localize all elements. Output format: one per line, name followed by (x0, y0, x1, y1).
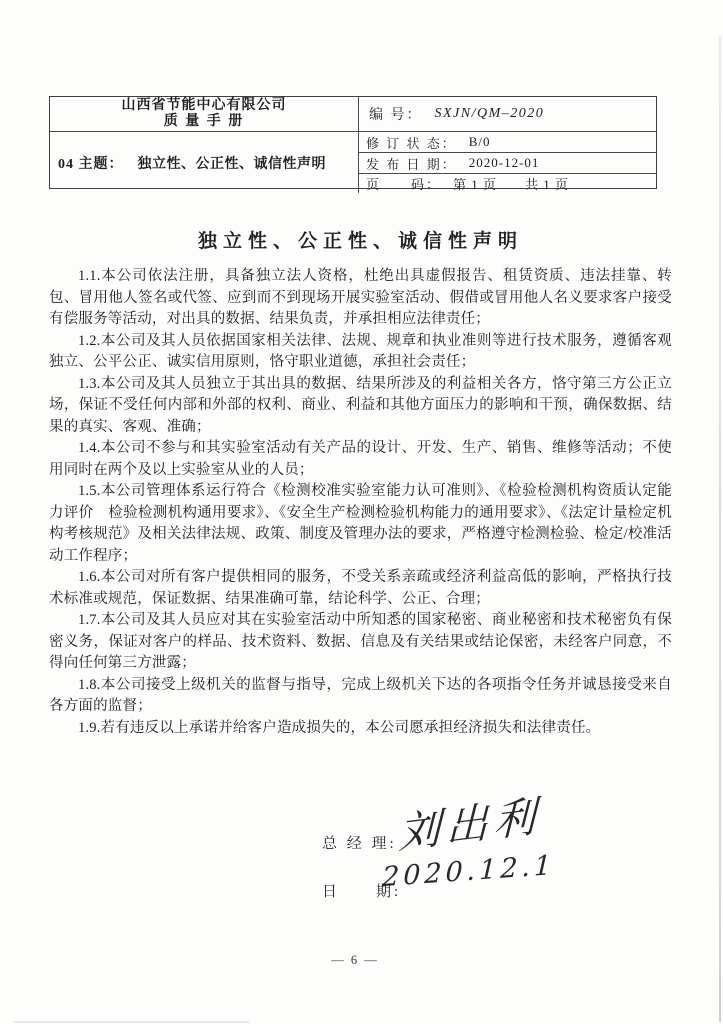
general-manager-signature: 刘出利 (398, 791, 542, 859)
issue-date-label: 发 布 日 期： (366, 156, 457, 172)
declaration-paragraph-6: 1.6.本公司对所有客户提供相同的服务，不受关系亲疏或经济利益高低的影响，严格执行技术标准或规范，保证数据、结果准确可靠，结论科学、公正、合理； (49, 569, 672, 607)
page-scan-edge-bottom (14, 1021, 249, 1023)
subject-cell (50, 132, 359, 193)
document-title: 独立性、公正性、诚信性声明 (197, 231, 523, 252)
revision-status-value: B/0 (468, 134, 491, 149)
revision-status-cell (359, 132, 656, 153)
issue-date-cell (359, 153, 656, 174)
page-number-label: 页 码： (366, 177, 442, 192)
revision-status-label: 修 订 状 态： (366, 135, 457, 151)
signature-date-value: 2020.12.1 (381, 849, 556, 894)
general-manager-label: 总 经 理: (322, 836, 397, 852)
declaration-paragraph-3: 1.3.本公司及其人员独立于其出具的数据、结果所涉及的利益相关各方，恪守第三方公正立场，保证不受任何内部和外部的权利、商业、利益和其他方面压力的影响和干预，确保数据、结果的真实、客观、准确； (49, 375, 672, 435)
page-scan-edge-right (719, 36, 721, 1022)
declaration-body (49, 226, 672, 739)
doc-number-value: SXJN/QM–2020 (434, 106, 545, 121)
declaration-paragraph-1: 1.1.本公司依法注册，具备独立法人资格，杜绝出具虚假报告、租赁资质、违法挂靠、转包、冒用他人签名或代签、应到而不到现场开展实验室活动、假借或冒用他人名义要求客户接受有偿服务等活动，对出具的数据、结果负责，并承担相应法律责任； (49, 268, 672, 327)
page-number-value: 第 1 页 共 1 页 (453, 177, 570, 192)
issue-date-value: 2020-12-01 (468, 155, 540, 170)
declaration-paragraph-9: 1.9.若有违反以上承诺并给客户造成损失的，本公司愿承担经济损失和法律责任。 (78, 719, 601, 736)
signature-date-label: 日 期: (322, 884, 402, 900)
page-number-cell (359, 174, 656, 193)
declaration-paragraph-8: 1.8.本公司接受上级机关的监督与指导，完成上级机关下达的各项指令任务并诚恳接受来自各方面的监督； (49, 676, 672, 714)
declaration-paragraph-5: 1.5.本公司管理体系运行符合《检测校准实验室能力认可准则》、《检验检测机构资质认定能力评价 检验检测机构通用要求》、《安全生产检测检验机构能力的通用要求》、《法定计量检定机构考核规范》及相关法律法规、政策、制度及管理办法的要求，严格遵守检测检验、检定/校准活动工作程序； (49, 483, 672, 564)
footer-page-number: — 6 — (331, 953, 379, 967)
manual-name: 质 量 手 册 (163, 114, 245, 129)
declaration-paragraph-2: 1.2.本公司及其人员依据国家相关法律、法规、规章和执业准则等进行技术服务，遵循客观独立、公平公正、诚实信用原则，恪守职业道德，承担社会责任； (49, 332, 672, 370)
company-name: 山西省节能中心有限公司 (121, 98, 287, 113)
doc-number-cell (359, 97, 656, 132)
declaration-paragraph-7: 1.7.本公司及其人员应对其在实验室活动中所知悉的国家秘密、商业秘密和技术秘密负有保密义务，保证对客户的样品、技术资料、数据、信息及有关结果或结论保密，未经客户同意，不得向任何第三方泄露； (49, 612, 672, 671)
document-header-table (49, 96, 657, 192)
company-title-cell (50, 97, 359, 132)
subject-label: 04 主题： (58, 156, 124, 172)
doc-number-label: 编 号： (369, 108, 423, 123)
subject-title: 独立性、公正性、诚信性声明 (137, 156, 326, 172)
declaration-paragraph-4: 1.4.本公司不参与和其实验室活动有关产品的设计、开发、生产、销售、维修等活动；不使用同时在两个及以上实验室从业的人员； (49, 440, 672, 478)
